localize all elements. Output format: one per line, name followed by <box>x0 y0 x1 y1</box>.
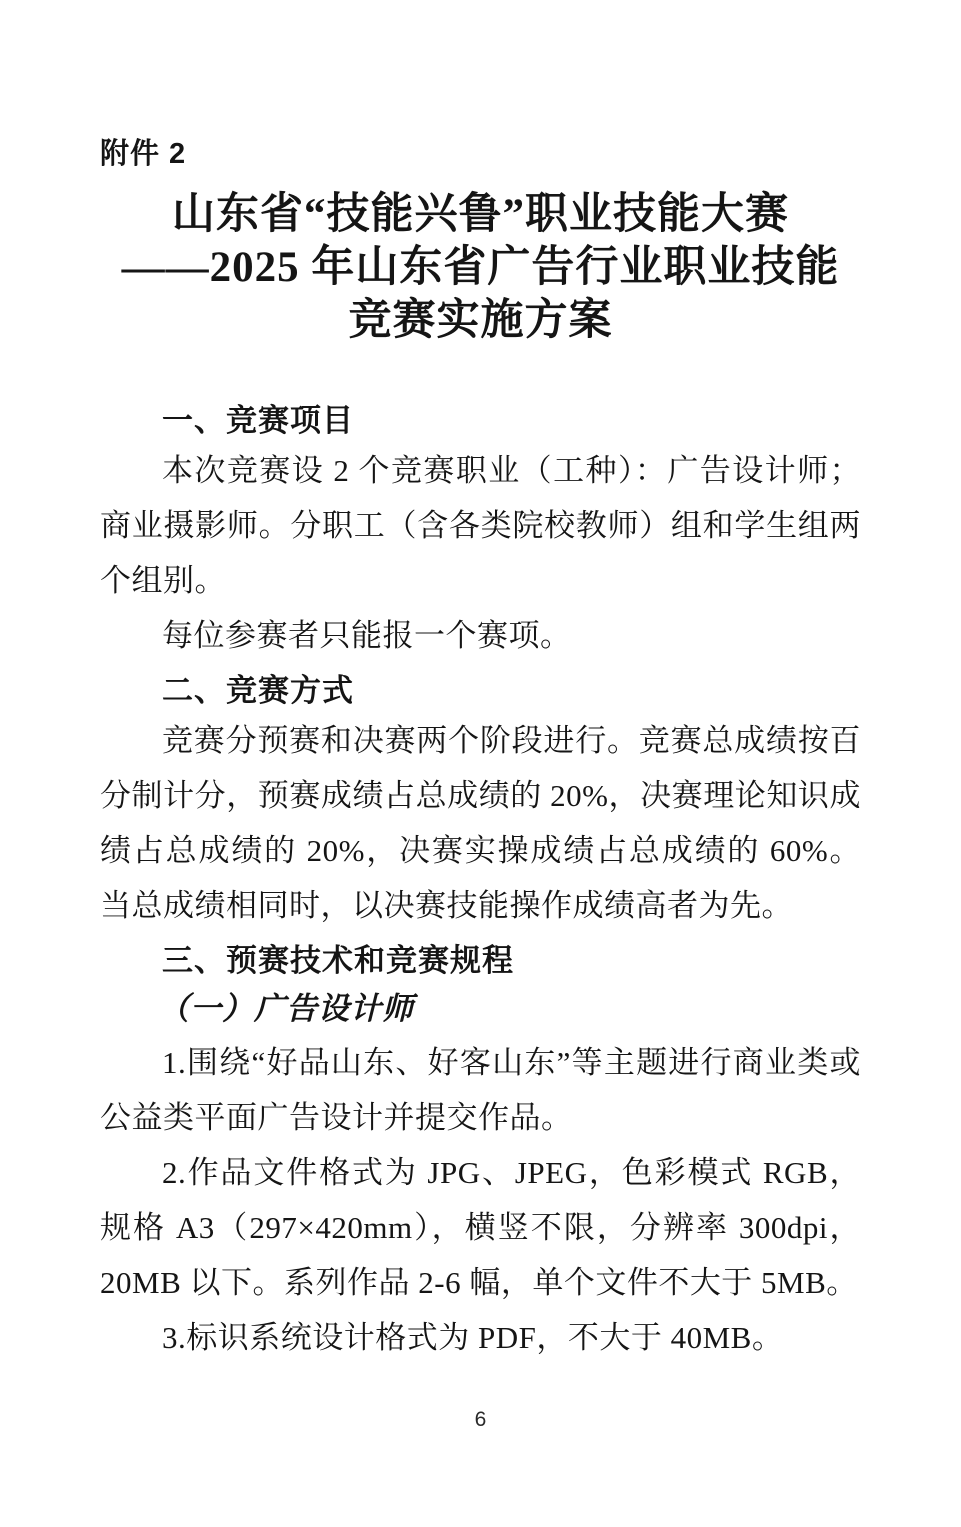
paragraph: 本次竞赛设 2 个竞赛职业（工种）：广告设计师；商业摄影师。分职工（含各类院校教师）组和学生组两个组别。 <box>100 453 861 598</box>
document-title <box>100 188 861 347</box>
list-item: 3.标识系统设计格式为 PDF，不大于 40MB。 <box>162 1320 784 1355</box>
page-number: 6 <box>474 1408 487 1431</box>
attachment-label: 附件 2 <box>100 138 187 170</box>
paragraph: 竞赛分预赛和决赛两个阶段进行。竞赛总成绩按百分制计分，预赛成绩占总成绩的 20%，决赛理论知识成绩占总成绩的 20%，决赛实操成绩占总成绩的 60%。当总成绩相同时，以决赛技能操作成绩高者为先。 <box>100 723 861 923</box>
paragraph: 每位参赛者只能报一个赛项。 <box>162 618 572 653</box>
section-heading-3: 三、预赛技术和竞赛规程 <box>162 943 514 978</box>
title-line-3: 竞赛实施方案 <box>348 297 613 344</box>
title-line-2: ——2025 年山东省广告行业职业技能 <box>121 244 840 291</box>
section-heading-1: 一、竞赛项目 <box>162 403 354 438</box>
list-item: 2.作品文件格式为 JPG、JPEG，色彩模式 RGB，规格 A3（297×420mm），横竖不限，分辨率 300dpi，20MB 以下。系列作品 2-6 幅，单个文件不大于 5MB。 <box>100 1155 861 1300</box>
section-heading-2: 二、竞赛方式 <box>162 673 354 708</box>
subsection-heading-advertising-designer: （一）广告设计师 <box>158 991 414 1026</box>
list-item: 1.围绕“好品山东、好客山东”等主题进行商业类或公益类平面广告设计并提交作品。 <box>100 1045 861 1135</box>
title-line-1: 山东省“技能兴鲁”职业技能大赛 <box>172 191 789 238</box>
